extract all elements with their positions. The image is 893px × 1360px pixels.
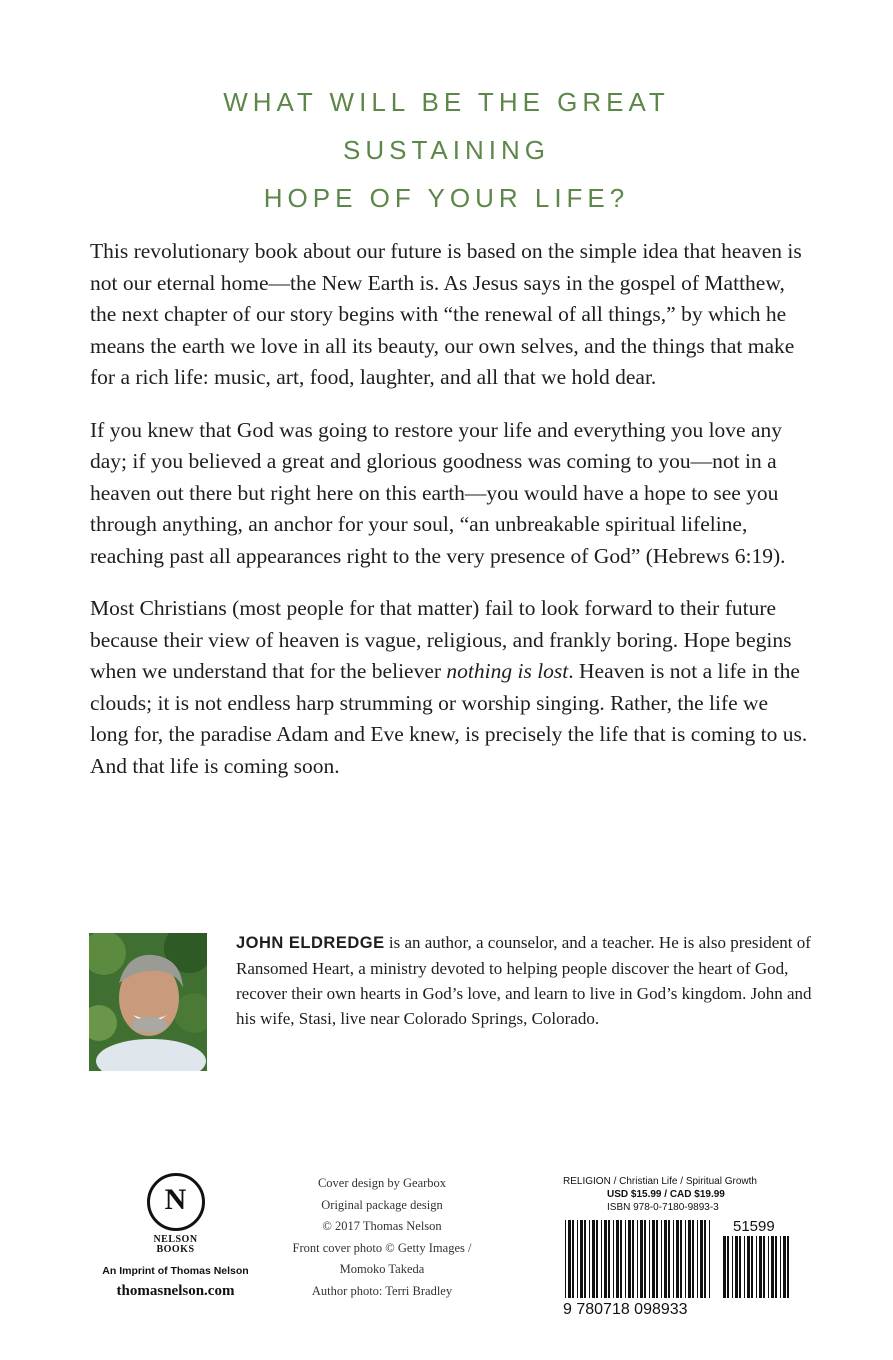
barcode-bar <box>568 1220 571 1298</box>
barcode-bar <box>572 1220 574 1298</box>
barcode-bar <box>700 1220 703 1298</box>
barcode-bar <box>661 1220 662 1298</box>
barcode-bar <box>697 1220 698 1298</box>
barcode-block <box>563 1175 803 1318</box>
barcode-bar <box>601 1220 602 1298</box>
barcode-bar <box>592 1220 595 1298</box>
bisac-category: RELIGION / Christian Life / Spiritual Growth <box>563 1176 757 1187</box>
barcode-bar <box>668 1220 670 1298</box>
isbn-line: ISBN 978-0-7180-9893-3 <box>607 1202 719 1213</box>
barcode-bar <box>656 1220 658 1298</box>
barcode-bar <box>723 1236 726 1298</box>
barcode-bar <box>756 1236 757 1298</box>
barcode-bar <box>739 1236 741 1298</box>
barcode-bar <box>673 1220 674 1298</box>
barcode-bar <box>692 1220 694 1298</box>
description-paragraph-2: If you knew that God was going to restore your life and everything you love any day; if you believed a great and glorious goodness was coming to you—not in a heaven out there but right here on this earth—you would have a hope to see you through anything, an anchor for your soul, “an unbreakable spiritual lifeline, reaching past all appearances right to the very presence of God” (Hebrews 6:19). <box>90 417 786 568</box>
publisher-website: thomasnelson.com <box>116 1283 235 1299</box>
barcode-bar <box>744 1236 745 1298</box>
author-bio-text: is an author, a counselor, and a teacher. He is also president of Ransomed Heart, a ministry devoted to helping people discover the heart of God, recover their own hearts in God’s love, and learn to live in God’s kingdom. John and his wife, Stasi, live near Colorado Springs, Colorado. <box>236 933 812 1028</box>
logo-line-2: BOOKS <box>156 1244 195 1255</box>
barcode-bar <box>768 1236 769 1298</box>
barcode-bar <box>680 1220 682 1298</box>
barcode-bar <box>709 1220 710 1298</box>
barcode-bar <box>604 1220 607 1298</box>
barcode-bar <box>584 1220 586 1298</box>
barcode-bar <box>783 1236 786 1298</box>
ean-digits: 9 780718 098933 <box>563 1301 688 1318</box>
barcode-bar <box>688 1220 691 1298</box>
price-line: USD $15.99 / CAD $19.99 <box>607 1189 725 1200</box>
barcode-bar <box>685 1220 686 1298</box>
barcode-bar <box>608 1220 610 1298</box>
publisher-block <box>98 1173 253 1300</box>
barcode-bar <box>704 1220 706 1298</box>
addon-price-code: 51599 <box>733 1218 775 1235</box>
barcode-bar <box>644 1220 646 1298</box>
credits <box>282 1173 482 1302</box>
description-paragraph-3 <box>90 593 810 782</box>
barcode-bar <box>664 1220 667 1298</box>
barcode-bar <box>565 1220 566 1298</box>
barcode-bar <box>637 1220 638 1298</box>
credit-line: Cover design by Gearbox <box>317 1176 447 1190</box>
barcode-bar <box>652 1220 655 1298</box>
barcode-bar <box>676 1220 679 1298</box>
headline-line-2: SUSTAINING <box>343 135 550 165</box>
barcode-bar <box>580 1220 583 1298</box>
imprint-line: An Imprint of Thomas Nelson <box>102 1265 249 1277</box>
barcode-bar <box>613 1220 614 1298</box>
nelson-logo-icon <box>147 1173 205 1231</box>
barcode-bar <box>577 1220 578 1298</box>
barcode-bar <box>620 1220 622 1298</box>
headline-line-1: WHAT WILL BE THE GREAT <box>223 87 670 117</box>
description-paragraph-1: This revolutionary book about our future is based on the simple idea that heaven is not our eternal home—the New Earth is. As Jesus says in the gospel of Matthew, the next chapter of our story begins with “the renewal of all things,” by which he means the earth we love in all its beauty, our own selves, and the things that make for a rich life: music, art, food, laughter, and all that we hold dear. <box>90 239 802 389</box>
logo-line-1: NELSON <box>153 1234 198 1245</box>
author-name: JOHN ELDREDGE <box>236 934 385 952</box>
barcode-bar <box>628 1220 631 1298</box>
barcode-bar <box>759 1236 762 1298</box>
barcode-bar <box>596 1220 598 1298</box>
credit-line: Front cover photo © Getty Images / <box>292 1240 472 1255</box>
credit-line: Momoko Takeda <box>339 1262 425 1276</box>
author-photo <box>89 933 207 1071</box>
barcode-bar <box>787 1236 789 1298</box>
barcode-bar <box>780 1236 781 1298</box>
credit-line: Author photo: Terri Bradley <box>311 1283 453 1298</box>
barcode-bar <box>732 1236 733 1298</box>
credit-line: Original package design <box>321 1197 443 1212</box>
barcode-bar <box>649 1220 650 1298</box>
headline <box>0 78 893 222</box>
barcode-bar <box>632 1220 634 1298</box>
barcode-bar <box>727 1236 729 1298</box>
barcode-bar <box>775 1236 777 1298</box>
author-portrait-image <box>89 933 207 1071</box>
barcode-bar <box>747 1236 750 1298</box>
barcode-bar <box>763 1236 765 1298</box>
description <box>90 236 810 803</box>
paragraph-3-text-a: Most Christians (most people for that matter) fail to look forward to their future because their view of heaven is vague, religious, and frankly boring. Hope begins when we understand that for the believer <box>90 596 792 683</box>
barcode-bar <box>625 1220 626 1298</box>
barcode-bar <box>751 1236 753 1298</box>
emphasis-nothing-is-lost: nothing is lost <box>446 659 569 683</box>
barcode-bar <box>640 1220 643 1298</box>
barcode-icon <box>563 1218 791 1318</box>
logo-wordmark <box>98 1235 253 1255</box>
barcode-bar <box>771 1236 774 1298</box>
paragraph-3-text-b: . Heaven is not a life in the clouds; it is not endless harp strumming or worship singing. Rather, the life we long for, the paradise Adam and Eve knew, is precisely the life that is coming to us. And that life is coming soon. <box>90 659 808 778</box>
headline-line-3: HOPE OF YOUR LIFE? <box>263 183 630 213</box>
credit-line: © 2017 Thomas Nelson <box>322 1219 442 1233</box>
logo-letter: N <box>164 1183 187 1216</box>
author-bio <box>236 930 816 1031</box>
barcode-bar <box>589 1220 590 1298</box>
barcode-bar <box>735 1236 738 1298</box>
barcode-bar <box>616 1220 619 1298</box>
